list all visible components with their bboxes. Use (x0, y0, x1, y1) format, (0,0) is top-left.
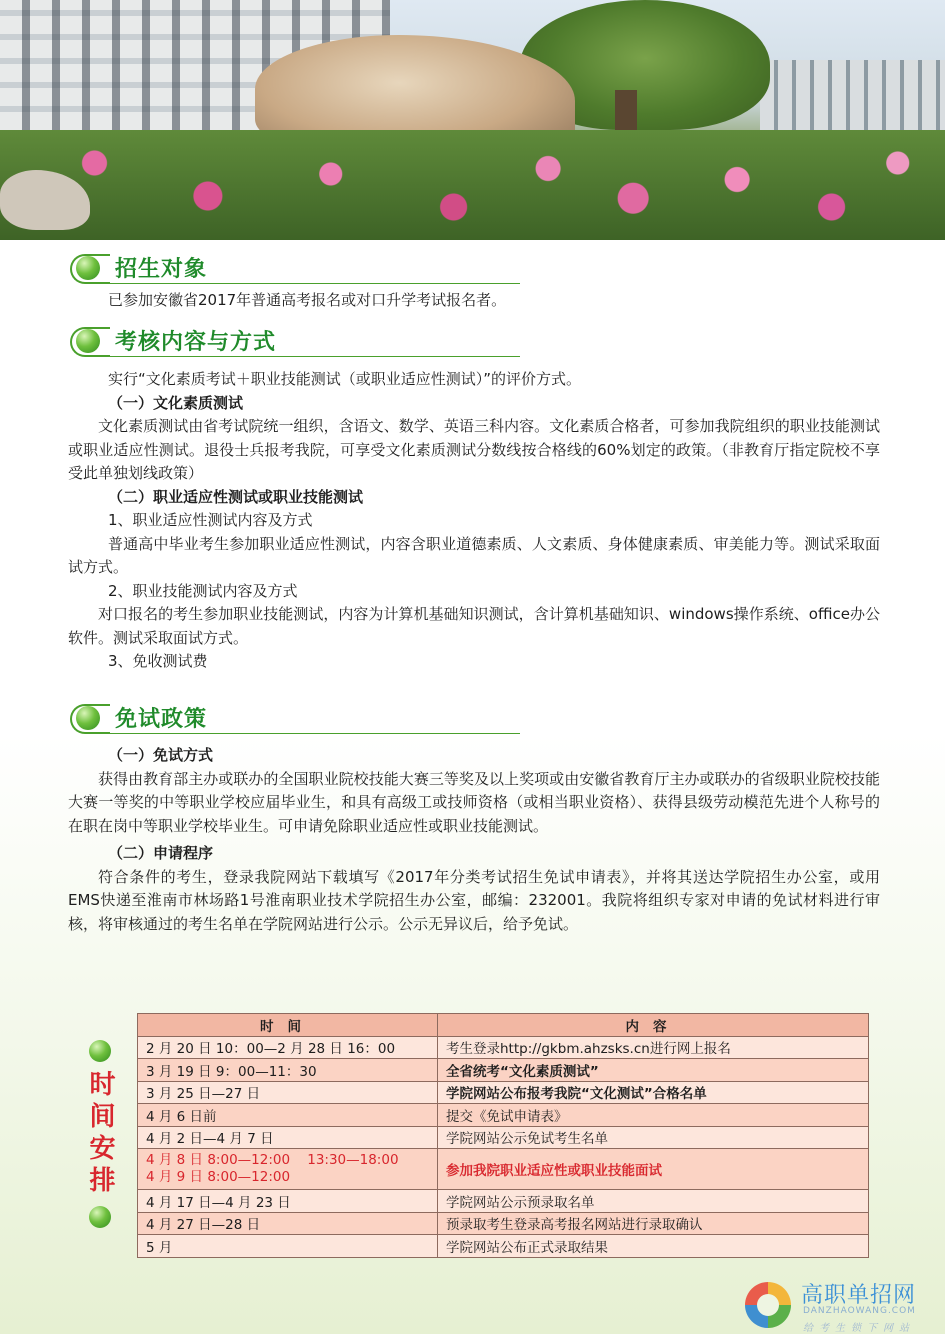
table-row (138, 1126, 869, 1149)
time-cell: 3 月 25 日—27 日 (138, 1081, 438, 1104)
campus-banner-photo (0, 0, 945, 240)
section-header-exemption (70, 702, 520, 736)
table-row (138, 1081, 869, 1104)
banner-flowers (0, 130, 945, 240)
subheading: （一）免试方式 (108, 746, 214, 764)
time-cell: 4 月 17 日—4 月 23 日 (138, 1190, 438, 1213)
table-row (138, 1212, 869, 1235)
paragraph: 文化素质测试由省考试院统一组织，含语文、数学、英语三科内容。文化素质合格者，可参加我院组织的职业技能测试或职业适应性测试。退役士兵报考我院，可享受文化素质测试分数线按合格线的60%划定的政策。（非教育厅指定院校不享受此单独划线政策） (68, 417, 880, 482)
time-line-1: 4 月 8 日 8:00—12:00 13:30—18:00 (146, 1152, 399, 1168)
site-watermark (745, 1278, 945, 1334)
subheading: （二）职业适应性测试或职业技能测试 (108, 487, 364, 506)
section-header-recruit-target (70, 252, 520, 286)
time-cell (138, 1149, 438, 1190)
paragraph: 已参加安徽省2017年普通高考报名或对口升学考试报名者。 (108, 291, 507, 309)
assessment-body (68, 368, 880, 674)
schedule-table (137, 1013, 869, 1258)
section-rule (100, 283, 520, 285)
section-title: 招生对象 (115, 257, 208, 282)
paragraph: 对口报名的考生参加职业技能测试，内容为计算机基础知识测试，含计算机基础知识、windows操作系统、office办公软件。测试采取面试方式。 (68, 605, 880, 647)
paragraph: 普通高中毕业考生参加职业适应性测试，内容含职业道德素质、人文素质、身体健康素质、审美能力等。测试采取面试方式。 (68, 534, 880, 576)
time-cell: 4 月 6 日前 (138, 1104, 438, 1127)
time-cell: 4 月 27 日—28 日 (138, 1212, 438, 1235)
time-cell: 2 月 20 日 10：00—2 月 28 日 16：00 (138, 1036, 438, 1059)
schedule-label: 时间安排 (85, 1070, 115, 1198)
table-header-row (138, 1014, 869, 1037)
green-ball-icon (76, 256, 100, 280)
time-cell: 4 月 2 日—4 月 7 日 (138, 1126, 438, 1149)
table-row (138, 1059, 869, 1082)
content-cell: 学院网站公布正式录取结果 (438, 1235, 869, 1258)
subheading: （一）文化素质测试 (108, 393, 244, 412)
paragraph: 符合条件的考生，登录我院网站下载填写《2017年分类考试招生免试申请表》，并将其送达学院招生办公室，或用EMS快递至淮南市林场路1号淮南职业技术学院招生办公室，邮编：232001。我院将组织专家对申请的免试材料进行审核，将审核通过的考生名单在学院网站进行公示。公示无异议后，给予免试。 (68, 867, 880, 933)
content-cell: 学院网站公示预录取名单 (438, 1190, 869, 1213)
subheading: （二）申请程序 (108, 844, 214, 862)
time-cell: 5 月 (138, 1235, 438, 1258)
list-item: 3、免收测试费 (108, 652, 208, 670)
exemption-body (68, 744, 880, 936)
time-cell: 3 月 19 日 9：00—11：30 (138, 1059, 438, 1082)
table-row (138, 1104, 869, 1127)
section-rule (100, 356, 520, 358)
time-line-2: 4 月 9 日 8:00—12:00 (146, 1169, 291, 1185)
section-rule (100, 733, 520, 735)
section-header-assessment (70, 325, 520, 359)
paragraph: 获得由教育部主办或联办的全国职业院校技能大赛三等奖及以上奖项或由安徽省教育厅主办或联办的省级职业院校技能大赛一等奖的中等职业学校应届毕业生，和具有高级工或技师资格（或相当职业资格）、获得县级劳动模范先进个人称号的在职在岗中等职业学校毕业生。可申请免除职业适应性或职业技能测试。 (68, 769, 880, 835)
header-content: 内容 (438, 1014, 869, 1037)
recruit-target-body (68, 289, 880, 313)
content-cell: 全省统考“文化素质测试” (438, 1059, 869, 1082)
watermark-name: 高职单招网 (801, 1283, 917, 1308)
table-row (138, 1235, 869, 1258)
banner-building-right (760, 60, 945, 140)
green-ball-icon (89, 1206, 111, 1228)
green-ball-icon (76, 329, 100, 353)
content-cell: 学院网站公示免试考生名单 (438, 1126, 869, 1149)
table-row-highlighted (138, 1149, 869, 1190)
content-cell: 学院网站公布报考我院“文化测试”合格名单 (438, 1081, 869, 1104)
content-cell: 提交《免试申请表》 (438, 1104, 869, 1127)
schedule-side-label (80, 1040, 120, 1228)
section-title: 考核内容与方式 (115, 330, 277, 355)
table-row (138, 1036, 869, 1059)
content-cell: 考生登录http://gkbm.ahzsks.cn进行网上报名 (438, 1036, 869, 1059)
watermark-slogan: 给考生锁下网站 (803, 1323, 915, 1334)
paragraph: 实行“文化素质考试＋职业技能测试（或职业适应性测试）”的评价方式。 (108, 370, 582, 388)
watermark-logo-icon (745, 1282, 791, 1328)
header-time: 时间 (138, 1014, 438, 1037)
watermark-domain: DANZHAOWANG.COM (803, 1306, 916, 1316)
list-item: 2、职业技能测试内容及方式 (108, 581, 298, 600)
green-ball-icon (76, 706, 100, 730)
content-cell: 参加我院职业适应性或职业技能面试 (438, 1149, 869, 1190)
content-cell: 预录取考生登录高考报名网站进行录取确认 (438, 1212, 869, 1235)
green-ball-icon (89, 1040, 111, 1062)
table-row (138, 1190, 869, 1213)
section-title: 免试政策 (115, 707, 208, 732)
list-item: 1、职业适应性测试内容及方式 (108, 511, 313, 529)
